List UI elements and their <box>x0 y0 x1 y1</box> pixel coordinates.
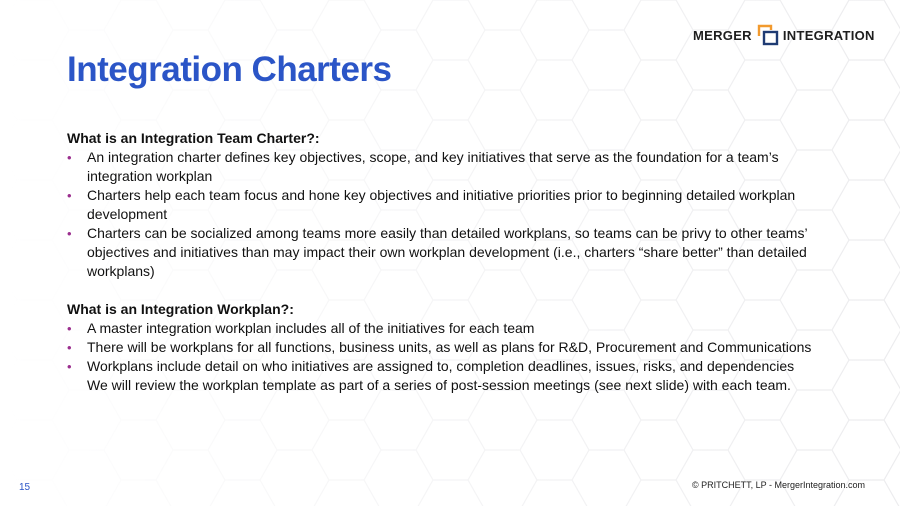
bullet-dot: • <box>67 150 72 165</box>
list-item <box>67 186 847 224</box>
list-item <box>67 148 847 186</box>
closing-line: We will review the workplan template as part of a series of post-session meetings (see next slide) with each team. <box>87 377 791 393</box>
bullet-list <box>67 148 847 281</box>
bullet-dot: • <box>67 321 72 336</box>
copyright-footer: © PRITCHETT, LP - MergerIntegration.com <box>692 480 866 490</box>
bullet-text: A master integration workplan includes all of the initiatives for each team <box>87 320 535 336</box>
section-spacer <box>67 281 847 300</box>
section-heading: What is an Integration Workplan?: <box>67 301 294 317</box>
logo-right-word: INTEGRATION <box>782 27 875 43</box>
page-number: 15 <box>19 482 31 493</box>
bullet-text: An integration charter defines key objectives, scope, and key initiatives that serve as the foundation for a team’s integration workplan <box>87 149 779 184</box>
bullet-dot: • <box>67 226 72 241</box>
merger-integration-logo <box>693 24 875 46</box>
bullet-dot: • <box>67 359 72 374</box>
bullet-text: Workplans include detail on who initiatives are assigned to, completion deadlines, issues, risks, and dependencies <box>87 358 795 374</box>
section-team-charter <box>67 129 847 281</box>
bullet-dot: • <box>67 340 72 355</box>
list-item <box>67 224 847 281</box>
bullet-dot: • <box>67 188 72 203</box>
bullet-text: Charters can be socialized among teams more easily than detailed workplans, so teams can be privy to other teams’ objectives and initiatives than may impact their own workplan development (i.e., charters “share better” than detailed workplans) <box>87 225 808 279</box>
list-item <box>67 319 847 338</box>
bullet-list <box>67 319 847 376</box>
slide-content <box>67 129 847 395</box>
section-heading: What is an Integration Team Charter?: <box>67 130 320 146</box>
bullet-text: There will be workplans for all functions, business units, as well as plans for R&D, Procurement and Communications <box>87 339 812 355</box>
logo-left-word: MERGER <box>693 27 752 43</box>
list-item <box>67 357 847 376</box>
list-item <box>67 338 847 357</box>
section-workplan <box>67 300 847 395</box>
bullet-text: Charters help each team focus and hone key objectives and initiative priorities prior to beginning detailed workplan development <box>87 187 796 222</box>
page-title: Integration Charters <box>67 50 392 89</box>
interlocking-squares-icon <box>757 24 779 46</box>
